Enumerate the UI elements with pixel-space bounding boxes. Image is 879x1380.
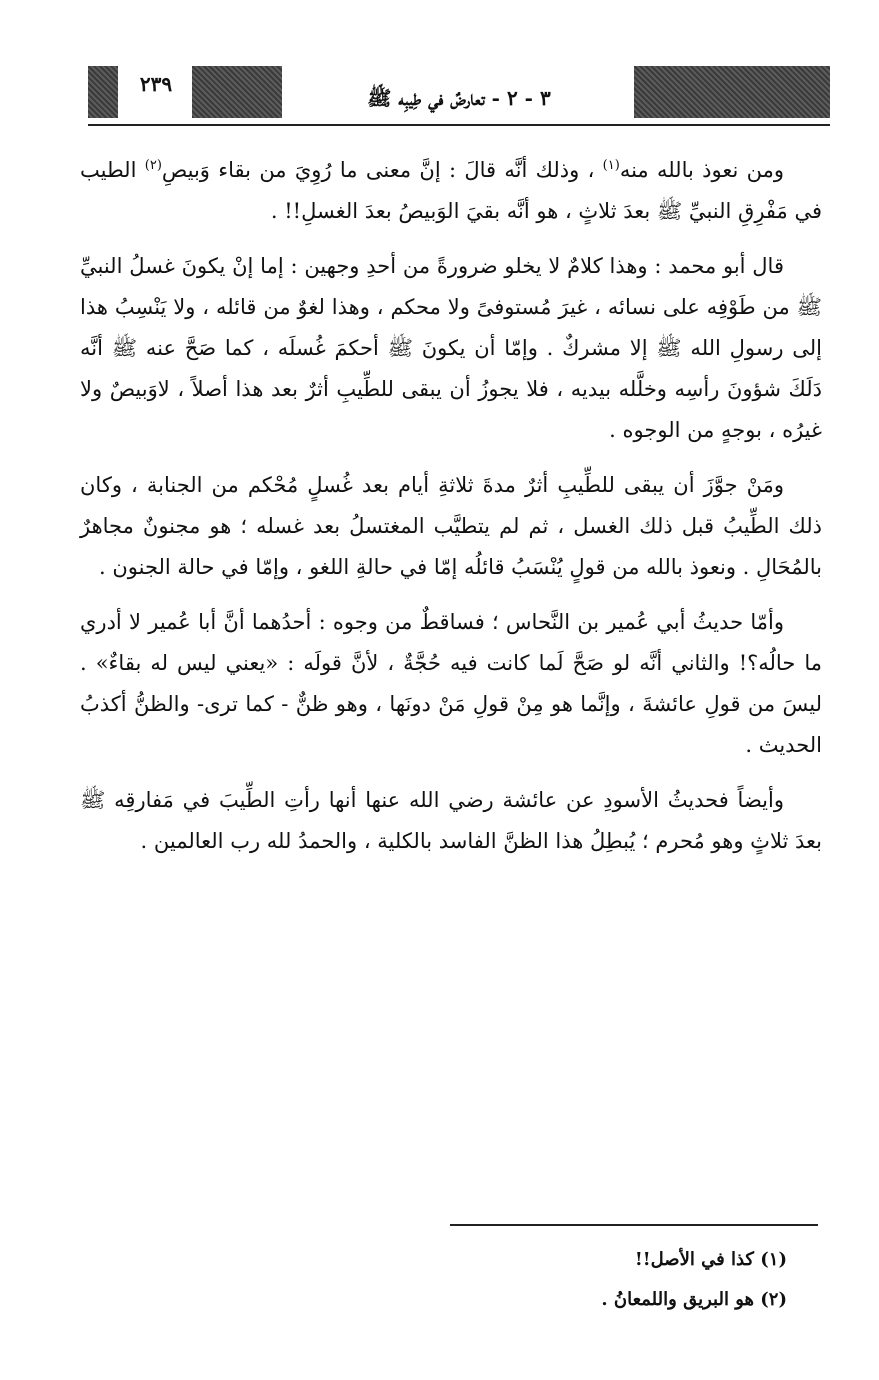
paragraph-5: وأيضاً فحديثُ الأسودِ عن عائشة رضي الله عنها أنها رأتِ الطِّيبَ في مَفارقِه ﷺ بعدَ ثلاثٍ وهو مُحرم ؛ يُبطِلُ هذا الظنَّ الفاسد بالكلية ، والحمدُ لله رب العالمين . — [80, 788, 822, 853]
page-header — [88, 66, 830, 118]
main-text — [80, 150, 822, 876]
page-number: ٢٣٩ — [139, 72, 173, 96]
header-rule — [88, 124, 830, 126]
footnote-2: (٢) هو البريق واللمعانُ . — [601, 1289, 787, 1310]
header-ornament-left — [88, 66, 118, 118]
footnote-separator — [450, 1224, 818, 1226]
footnote-ref-2: (٢) — [144, 158, 162, 173]
running-title: ٣ - ٢ - تعارضٌ في طِيبِه ﷺ — [367, 86, 551, 110]
footnotes — [601, 1240, 787, 1320]
paragraph-4: وأمّا حديثُ أبي عُمير بن النَّحاس ؛ فساقطٌ من وجوه : أحدُهما أنَّ أبا عُمير لا أدري ما حالُه؟! والثاني أنَّه لو صَحَّ لَما كانت فيه حُجَّةٌ ، لأنَّ قولَه : «يعني ليس له بقاءٌ» . ليسَ من قولِ عائشةَ ، وإنَّما هو مِنْ قولِ مَنْ دونَها ، وهو ظنٌّ - كما ترى- والظنُّ أكذبُ الحديث . — [80, 610, 822, 757]
paragraph-3: ومَنْ جوَّزَ أن يبقى للطِّيبِ أثرٌ مدةَ ثلاثةِ أيام بعد غُسلٍ مُحْكم من الجنابة ، وكان ذلك الطِّيبُ قبل ذلك الغسل ، ثم لم يتطيَّب المغتسلُ بعد غسله ؛ هو مجنونٌ مجاهرٌ بالمُحَالِ . ونعوذ بالله من قولٍ يُنْسَبُ قائلُه إمّا في حالةِ اللغو ، وإمّا في حالة الجنون . — [80, 473, 822, 579]
header-ornament-middle — [192, 66, 282, 118]
paragraph-1: ومن نعوذ بالله منه$^{(١)}$ ، وذلك أنَّه قالَ : إنَّ معنى ما رُوِيَ من بقاء وَبيصِ$^{(٢)}$ الطيب في مَفْرِقِ النبيِّ ﷺ بعدَ ثلاثٍ ، هو أنَّه بقيَ الوَبيصُ بعدَ الغسلِ!! . — [80, 158, 822, 223]
header-ornament-right — [634, 66, 830, 118]
footnote-ref-1: (١) — [602, 158, 620, 173]
footnote-1: (١) كذا في الأصل!! — [634, 1249, 787, 1270]
paragraph-2: قال أبو محمد : وهذا كلامٌ لا يخلو ضرورةً من أحدِ وجهين : إما إنْ يكونَ غسلُ النبيِّ ﷺ من طَوْفِه على نسائه ، غيرَ مُستوفىً ولا محكم ، وهذا لغوٌ من قائله ، ولا يَنْسِبُ هذا إلى رسولِ الله ﷺ إلا مشركٌ . وإمّا أن يكونَ ﷺ أحكمَ غُسلَه ، كما صَحَّ عنه ﷺ أنَّه دَلَكَ شؤونَ رأسِه وخلَّله بيديه ، فلا يجوزُ أن يبقى للطِّيبِ أثرٌ بعد هذا أصلاً ، لاوَبيصٌ ولا غيرُه ، بوجهٍ من الوجوه . — [80, 254, 822, 442]
